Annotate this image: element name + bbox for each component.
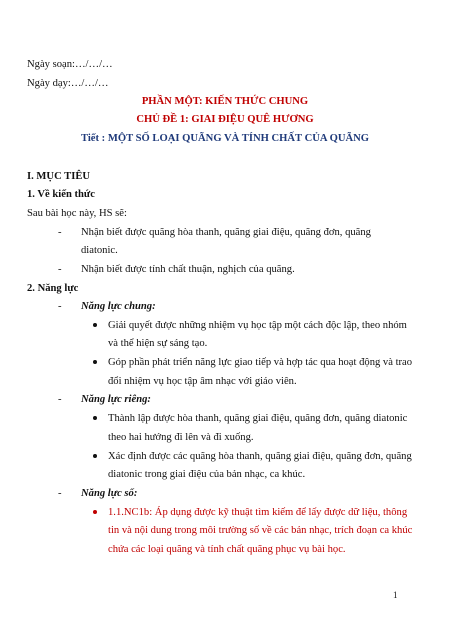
general-item-2-line-2: đổi nhiệm vụ học tập âm nhạc với giáo viên.: [108, 376, 297, 387]
knowledge-heading: 1. Về kiến thức: [27, 189, 95, 200]
topic-title: CHỦ ĐỀ 1: GIAI ĐIỆU QUÊ HƯƠNG: [136, 114, 314, 125]
general-item-1-line-2: và thể hiện sự sáng tạo.: [108, 338, 208, 349]
page-number: 1: [393, 590, 398, 600]
dash-marker: -: [58, 227, 62, 238]
competence-heading: 2. Năng lực: [27, 283, 79, 294]
part-title: PHẦN MỘT: KIẾN THỨC CHUNG: [141, 96, 309, 107]
general-competence-label: Năng lực chung:: [81, 301, 156, 312]
specific-item-2-line-2: diatonic trong giai điệu của bản nhạc, ca khúc.: [108, 469, 306, 480]
dash-marker: -: [58, 264, 62, 275]
general-item-2-line-1: Góp phần phát triển năng lực giao tiếp và hợp tác qua hoạt động và trao: [108, 357, 413, 368]
bullet-icon: [93, 416, 97, 420]
bullet-icon: [93, 454, 97, 458]
bullet-icon: [93, 323, 97, 327]
knowledge-item-1-line-1: Nhận biết được quãng hòa thanh, quãng giai điệu, quãng đơn, quãng: [81, 227, 371, 238]
digital-item-1-line-1: 1.1.NC1b: Áp dụng được kỹ thuật tìm kiếm để lấy được dữ liệu, thông: [108, 507, 408, 518]
knowledge-intro: Sau bài học này, HS sẽ:: [27, 208, 127, 219]
date-teach: Ngày dạy:…/…/…: [27, 78, 109, 89]
dash-marker: -: [58, 488, 62, 499]
lesson-title: Tiết : MỘT SỐ LOẠI QUÃNG VÀ TÍNH CHẤT CỦA QUÃNG: [80, 133, 370, 144]
section-heading-objectives: I. MỤC TIÊU: [27, 171, 91, 182]
bullet-icon: [93, 360, 97, 364]
dash-marker: -: [58, 301, 62, 312]
bullet-icon: [93, 510, 97, 514]
specific-item-1-line-2: theo hai hướng đi lên và đi xuống.: [108, 432, 254, 443]
date-prepare: Ngày soạn:…/…/…: [27, 59, 113, 70]
specific-item-1-line-1: Thành lập được hòa thanh, quãng giai điệu, quãng đơn, quãng diatonic: [108, 413, 408, 424]
specific-item-2-line-1: Xác định được các quãng hòa thanh, quãng giai điệu, quãng đơn, quãng: [108, 451, 412, 462]
knowledge-item-2-line-1: Nhận biết được tính chất thuận, nghịch của quãng.: [81, 264, 295, 275]
digital-item-1-line-3: chứa các loại quãng và tính chất quãng phục vụ bài học.: [108, 544, 346, 555]
knowledge-item-1-line-2: diatonic.: [81, 245, 118, 256]
digital-competence-label: Năng lực số:: [81, 488, 138, 499]
specific-competence-label: Năng lực riêng:: [81, 394, 151, 405]
general-item-1-line-1: Giải quyết được những nhiệm vụ học tập một cách độc lập, theo nhóm: [108, 320, 407, 331]
dash-marker: -: [58, 394, 62, 405]
digital-item-1-line-2: tin và nội dung trong môi trường số về các bản nhạc, trích đoạn ca khúc: [108, 525, 413, 536]
